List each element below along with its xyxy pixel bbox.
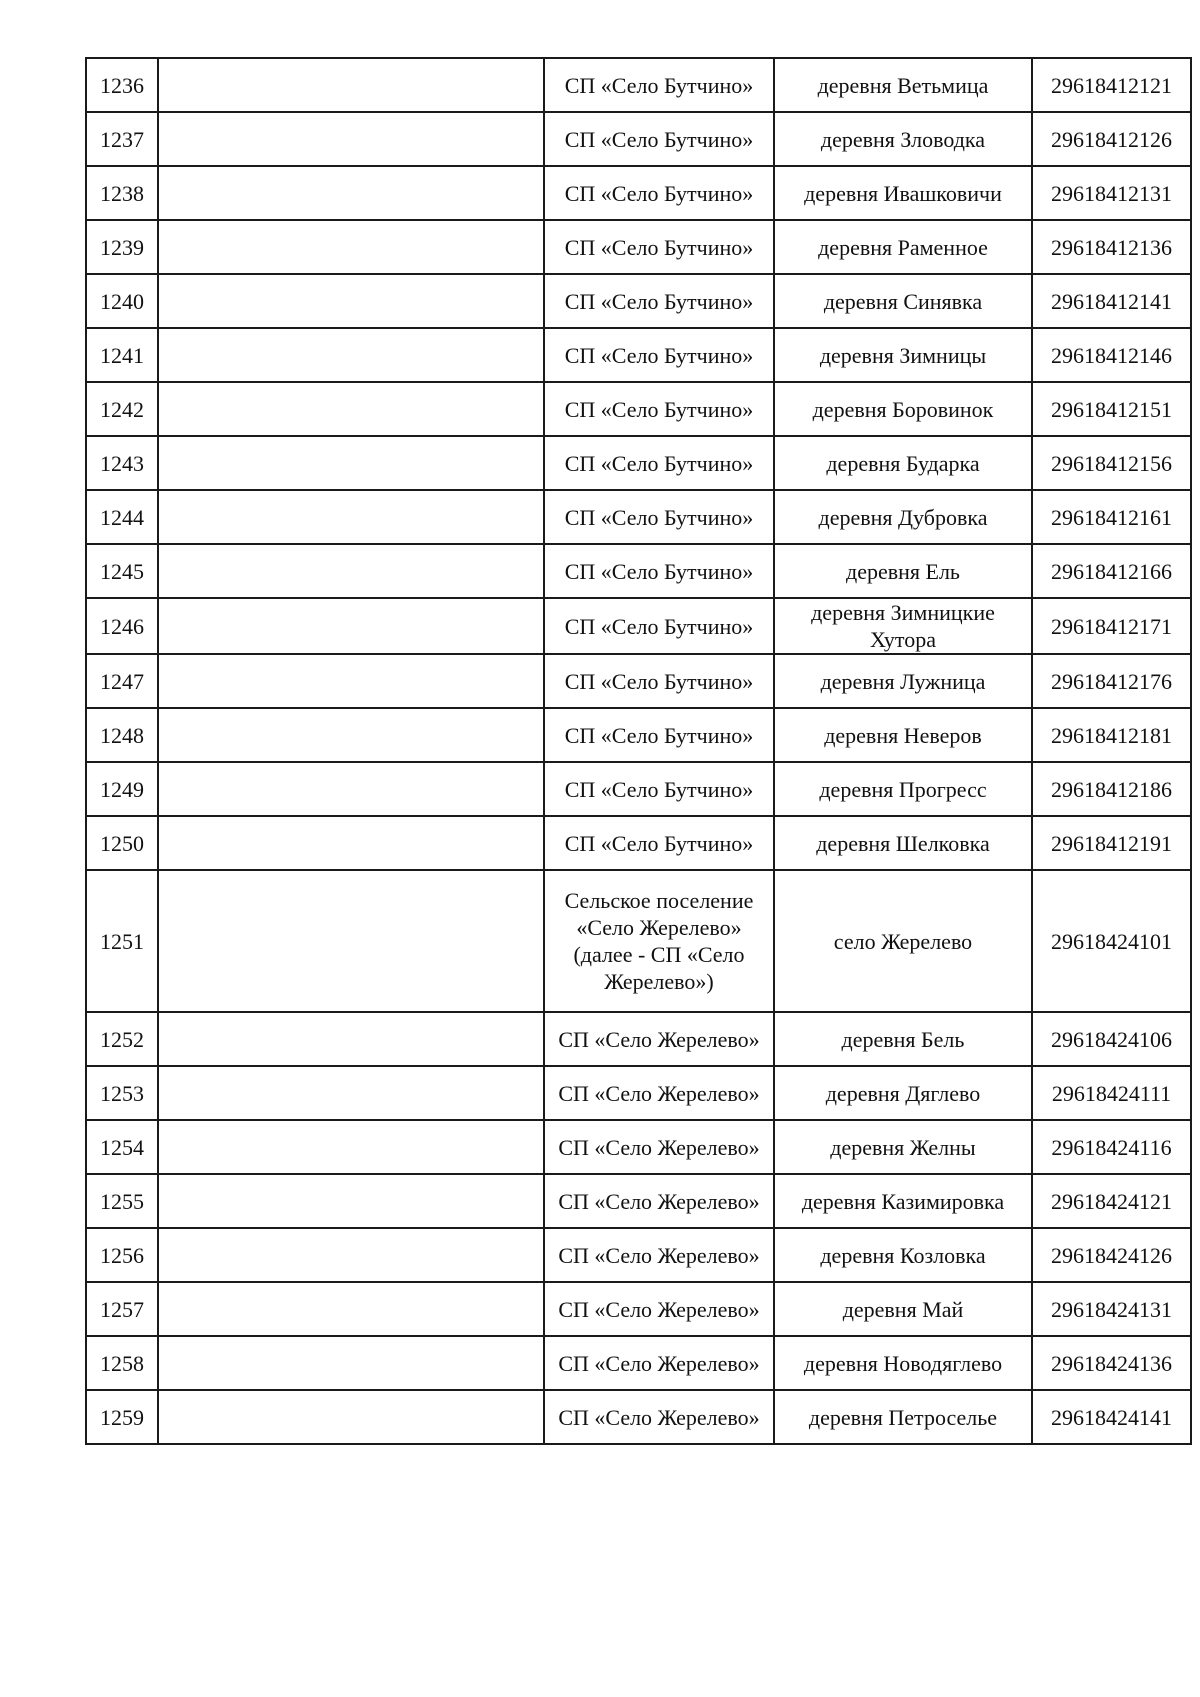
row-number-cell: 1250: [86, 816, 158, 870]
row-number-cell: 1247: [86, 654, 158, 708]
settlement-cell: СП «Село Жерелево»: [544, 1336, 774, 1390]
settlement-cell: СП «Село Бутчино»: [544, 490, 774, 544]
locality-cell: деревня Козловка: [774, 1228, 1032, 1282]
row-number-cell: 1251: [86, 870, 158, 1012]
oktmo-code-cell: 29618424136: [1032, 1336, 1191, 1390]
settlement-cell: СП «Село Бутчино»: [544, 436, 774, 490]
row-number-cell: 1238: [86, 166, 158, 220]
row-number-cell: 1252: [86, 1012, 158, 1066]
empty-cell: [158, 58, 544, 112]
table-row: [86, 328, 1191, 382]
oktmo-code-cell: 29618424141: [1032, 1390, 1191, 1444]
row-number-cell: 1246: [86, 598, 158, 654]
locality-cell: село Жерелево: [774, 870, 1032, 1012]
locality-cell: деревня Шелковка: [774, 816, 1032, 870]
locality-cell: деревня Ветьмица: [774, 58, 1032, 112]
settlement-cell: СП «Село Бутчино»: [544, 654, 774, 708]
locality-cell: деревня Дубровка: [774, 490, 1032, 544]
settlement-cell: СП «Село Бутчино»: [544, 382, 774, 436]
settlement-cell: СП «Село Жерелево»: [544, 1390, 774, 1444]
oktmo-code-cell: 29618424121: [1032, 1174, 1191, 1228]
row-number-cell: 1242: [86, 382, 158, 436]
table-row: [86, 58, 1191, 112]
empty-cell: [158, 1282, 544, 1336]
row-number-cell: 1244: [86, 490, 158, 544]
settlement-cell: СП «Село Жерелево»: [544, 1174, 774, 1228]
locality-cell: деревня Казимировка: [774, 1174, 1032, 1228]
oktmo-code-cell: 29618412171: [1032, 598, 1191, 654]
settlement-cell: СП «Село Бутчино»: [544, 544, 774, 598]
table-row: [86, 436, 1191, 490]
table-row: [86, 708, 1191, 762]
empty-cell: [158, 1390, 544, 1444]
row-number-cell: 1245: [86, 544, 158, 598]
oktmo-code-cell: 29618424101: [1032, 870, 1191, 1012]
oktmo-code-cell: 29618412186: [1032, 762, 1191, 816]
table-row: [86, 762, 1191, 816]
oktmo-code-cell: 29618424131: [1032, 1282, 1191, 1336]
oktmo-code-cell: 29618424111: [1032, 1066, 1191, 1120]
oktmo-code-cell: 29618412136: [1032, 220, 1191, 274]
locality-cell: деревня Зловодка: [774, 112, 1032, 166]
table-row: [86, 166, 1191, 220]
row-number-cell: 1241: [86, 328, 158, 382]
settlement-cell: СП «Село Бутчино»: [544, 762, 774, 816]
row-number-cell: 1257: [86, 1282, 158, 1336]
oktmo-code-cell: 29618412156: [1032, 436, 1191, 490]
settlement-cell: СП «Село Бутчино»: [544, 598, 774, 654]
empty-cell: [158, 708, 544, 762]
settlement-cell: СП «Село Жерелево»: [544, 1228, 774, 1282]
settlement-cell: СП «Село Бутчино»: [544, 816, 774, 870]
table-row: [86, 816, 1191, 870]
oktmo-code-cell: 29618424126: [1032, 1228, 1191, 1282]
oktmo-code-cell: 29618412151: [1032, 382, 1191, 436]
empty-cell: [158, 816, 544, 870]
table-row: [86, 1066, 1191, 1120]
row-number-cell: 1258: [86, 1336, 158, 1390]
locality-cell: деревня Ель: [774, 544, 1032, 598]
locality-cell: деревня Желны: [774, 1120, 1032, 1174]
settlement-cell: СП «Село Бутчино»: [544, 328, 774, 382]
settlement-cell: СП «Село Жерелево»: [544, 1282, 774, 1336]
oktmo-code-cell: 29618412161: [1032, 490, 1191, 544]
empty-cell: [158, 1012, 544, 1066]
locality-cell: деревня Петроселье: [774, 1390, 1032, 1444]
row-number-cell: 1259: [86, 1390, 158, 1444]
oktmo-code-cell: 29618412191: [1032, 816, 1191, 870]
empty-cell: [158, 382, 544, 436]
table-row: [86, 544, 1191, 598]
oktmo-code-cell: 29618412181: [1032, 708, 1191, 762]
locality-cell: деревня Бударка: [774, 436, 1032, 490]
table-row: [86, 1336, 1191, 1390]
row-number-cell: 1256: [86, 1228, 158, 1282]
empty-cell: [158, 762, 544, 816]
oktmo-code-cell: 29618412176: [1032, 654, 1191, 708]
locality-cell: деревня Зимницы: [774, 328, 1032, 382]
row-number-cell: 1255: [86, 1174, 158, 1228]
oktmo-code-cell: 29618424116: [1032, 1120, 1191, 1174]
empty-cell: [158, 220, 544, 274]
locality-cell: деревня Бель: [774, 1012, 1032, 1066]
settlement-cell: СП «Село Бутчино»: [544, 220, 774, 274]
table-row: [86, 220, 1191, 274]
locality-cell: деревня Боровинок: [774, 382, 1032, 436]
empty-cell: [158, 328, 544, 382]
table-row: [86, 1282, 1191, 1336]
row-number-cell: 1243: [86, 436, 158, 490]
table-row: [86, 654, 1191, 708]
empty-cell: [158, 1174, 544, 1228]
oktmo-code-cell: 29618412131: [1032, 166, 1191, 220]
locality-cell: деревня Май: [774, 1282, 1032, 1336]
table-row: [86, 870, 1191, 1012]
table-row: [86, 490, 1191, 544]
registry-table-body: [86, 58, 1191, 1444]
table-row: [86, 1228, 1191, 1282]
oktmo-code-cell: 29618424106: [1032, 1012, 1191, 1066]
table-row: [86, 112, 1191, 166]
locality-cell: деревня Неверов: [774, 708, 1032, 762]
row-number-cell: 1239: [86, 220, 158, 274]
settlement-cell: СП «Село Бутчино»: [544, 58, 774, 112]
settlement-cell: СП «Село Жерелево»: [544, 1120, 774, 1174]
row-number-cell: 1254: [86, 1120, 158, 1174]
table-row: [86, 274, 1191, 328]
locality-cell: деревня Ивашковичи: [774, 166, 1032, 220]
empty-cell: [158, 870, 544, 1012]
locality-cell: деревня Раменное: [774, 220, 1032, 274]
empty-cell: [158, 274, 544, 328]
oktmo-code-cell: 29618412126: [1032, 112, 1191, 166]
empty-cell: [158, 112, 544, 166]
table-row: [86, 598, 1191, 654]
locality-cell: деревня Лужница: [774, 654, 1032, 708]
oktmo-code-cell: 29618412141: [1032, 274, 1191, 328]
empty-cell: [158, 598, 544, 654]
settlement-cell: СП «Село Жерелево»: [544, 1012, 774, 1066]
row-number-cell: 1249: [86, 762, 158, 816]
settlement-cell: Сельское поселение «Село Жерелево» (далее - СП «Село Жерелево»): [544, 870, 774, 1012]
locality-cell: деревня Новодяглево: [774, 1336, 1032, 1390]
empty-cell: [158, 490, 544, 544]
table-row: [86, 1012, 1191, 1066]
empty-cell: [158, 436, 544, 490]
empty-cell: [158, 654, 544, 708]
settlement-cell: СП «Село Бутчино»: [544, 274, 774, 328]
settlement-cell: СП «Село Бутчино»: [544, 166, 774, 220]
table-row: [86, 1120, 1191, 1174]
empty-cell: [158, 1228, 544, 1282]
locality-registry-table: [85, 57, 1192, 1445]
settlement-cell: СП «Село Бутчино»: [544, 112, 774, 166]
locality-cell: деревня Прогресс: [774, 762, 1032, 816]
row-number-cell: 1236: [86, 58, 158, 112]
oktmo-code-cell: 29618412121: [1032, 58, 1191, 112]
empty-cell: [158, 166, 544, 220]
row-number-cell: 1237: [86, 112, 158, 166]
oktmo-code-cell: 29618412166: [1032, 544, 1191, 598]
oktmo-code-cell: 29618412146: [1032, 328, 1191, 382]
row-number-cell: 1240: [86, 274, 158, 328]
empty-cell: [158, 1066, 544, 1120]
settlement-cell: СП «Село Жерелево»: [544, 1066, 774, 1120]
table-row: [86, 1174, 1191, 1228]
row-number-cell: 1248: [86, 708, 158, 762]
locality-cell: деревня Зимницкие Хутора: [774, 598, 1032, 654]
table-row: [86, 382, 1191, 436]
row-number-cell: 1253: [86, 1066, 158, 1120]
table-row: [86, 1390, 1191, 1444]
locality-cell: деревня Дяглево: [774, 1066, 1032, 1120]
settlement-cell: СП «Село Бутчино»: [544, 708, 774, 762]
locality-cell: деревня Синявка: [774, 274, 1032, 328]
empty-cell: [158, 1120, 544, 1174]
empty-cell: [158, 1336, 544, 1390]
empty-cell: [158, 544, 544, 598]
